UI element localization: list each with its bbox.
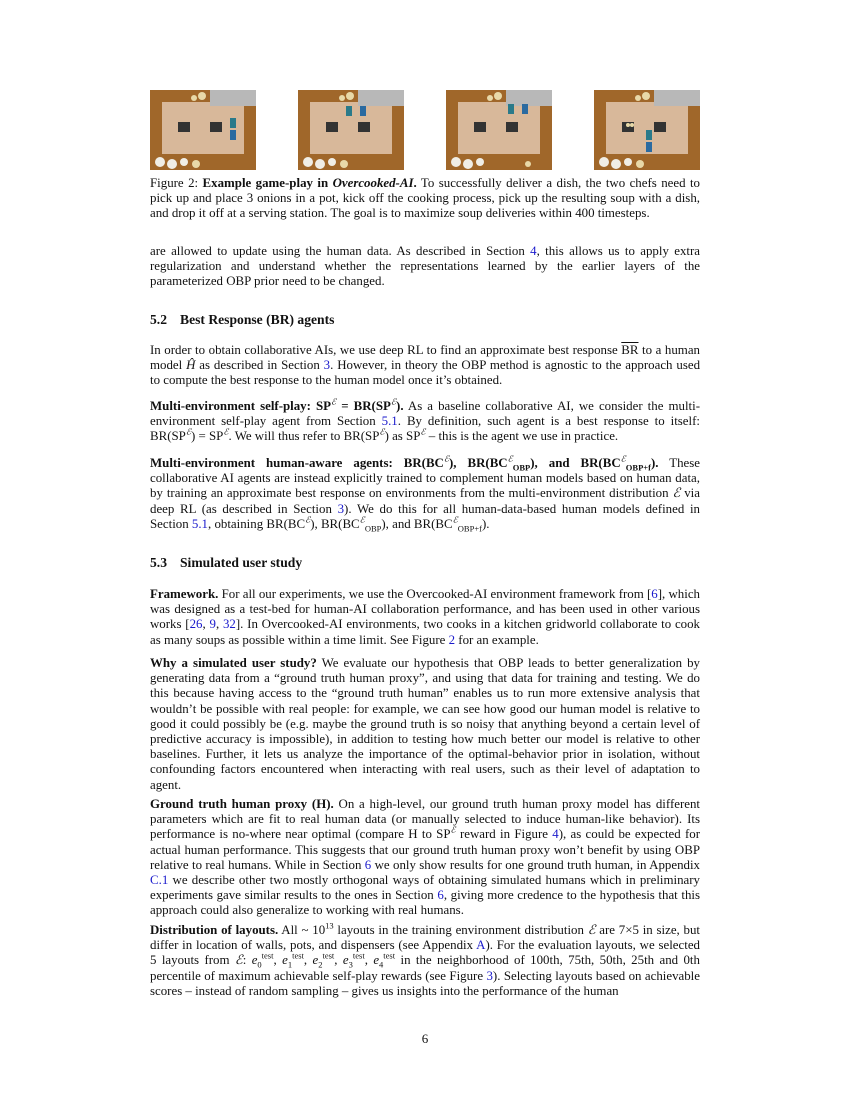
ref-link[interactable]: 5.1 xyxy=(191,516,209,531)
text-span: ). For the evaluation layouts, we selected 5 layouts from xyxy=(150,938,700,968)
paragraph-why-simulated xyxy=(150,656,700,793)
caption-bold: Example game-play in xyxy=(202,176,333,190)
paragraph-human-aware: Multi-environment human-aware agents: $BR(BC^ℰ)$, $BR(BC^ℰ_{OBP})$, and $BR(BC^ℰ_{OBP+f})$. These collaborative AI agents are instead explicitly trained to complement human models based on human data, by training an approximate best response on environments from the multi-environment distribution ℰ via deep RL (as described in Section 3). We do this for all human-data-based human models defined in Section 5.1, obtaining $BR(BC^ℰ)$, $BR(BC^ℰ_{OBP})$, and $BR(BC^ℰ_{OBP+f})$. xyxy=(150,453,700,534)
text-span: For all our experiments, we use the Overcooked-AI environment framework from [ xyxy=(218,587,652,601)
figure-2-caption xyxy=(150,176,700,222)
game-frame-4 xyxy=(594,90,700,170)
text-span: ], which was designed as a test-bed for human-AI collaboration performance, and has been used in other various works [ xyxy=(150,587,700,632)
text-span: , giving more credence to the hypothesis that this approach could also generalize to working with real humans. xyxy=(150,888,700,918)
bold-run: ). xyxy=(396,399,404,413)
text-span: ]. In Overcooked-AI environments, two cooks in a kitchen gridworld collaborate to cook as many soups as possible within a time limit. See Figure xyxy=(150,617,701,647)
text-span: , obtaining BR(BC xyxy=(208,516,306,531)
section-number: 5.2 xyxy=(150,312,167,327)
ref-link[interactable]: 5.1 xyxy=(381,414,398,429)
text-span: are allowed to update using the human data. As described in Section xyxy=(150,244,531,258)
text-span: . However, in theory the OBP method is agnostic to the approach used to compute the best response to the human model once it’s obtained. xyxy=(150,358,701,388)
text-span: in the neighborhood of 100th, 75th, 50th, 25th and 0th percentile of maximum achievable self-play rewards (see Figure xyxy=(150,953,700,983)
text-span: In order to obtain collaborative AIs, we use deep RL to find an approximate best response xyxy=(150,343,622,357)
text-span: as described in Section xyxy=(195,358,324,373)
section-heading-5-3 xyxy=(150,555,302,571)
text-span: ). xyxy=(481,516,490,531)
text-span: These collaborative AI agents are instead explicitly trained to complement human models based on human data, by training an approximate best response on environments from the multi-environment distribution xyxy=(150,456,700,501)
subscript: OBP xyxy=(512,462,531,473)
citation-link[interactable]: 32 xyxy=(222,617,236,632)
section-number: 5.3 xyxy=(150,555,167,570)
bold-run: Multi-environment human-aware agents: BR(BC xyxy=(150,456,444,470)
exponent: 13 xyxy=(325,920,334,931)
bold-run: Framework. xyxy=(150,587,219,601)
text-span: . By definition, such agent is a best response to itself: BR(SP xyxy=(150,414,700,444)
game-frame-2 xyxy=(298,90,404,170)
subscript: OBP+f xyxy=(625,462,651,473)
bold-run: ), BR(BC xyxy=(449,456,508,470)
paragraph-br xyxy=(150,343,700,389)
citation-link[interactable]: 6 xyxy=(651,587,658,601)
text-span: reward in Figure xyxy=(455,827,553,842)
section-heading-5-2 xyxy=(150,312,334,328)
bold-run: = BR(SP xyxy=(336,399,391,413)
paragraph-self-play: Multi-environment self-play: $SP^ℰ = BR(SP^ℰ)$. As a baseline collaborative AI, we consider the multi-environment self-play agent from Section 5.1. By definition, such agent is a best response to itself: $BR(SP^ℰ) = SP^ℰ$. We will thus refer to $BR(SP^ℰ)$ as $SP^ℰ$ – this is the agent we use in practice. xyxy=(150,396,700,444)
text-span: ) = SP xyxy=(190,429,224,444)
text-span: for an example. xyxy=(455,632,539,647)
bold-run: Ground truth human proxy (H). xyxy=(150,797,334,811)
appendix-link[interactable]: C.1 xyxy=(150,873,169,888)
appendix-link[interactable]: A xyxy=(476,938,486,953)
caption-bold-end: . xyxy=(413,176,417,190)
citation-link[interactable]: 9 xyxy=(209,617,216,632)
bold-run: ). xyxy=(650,456,659,470)
bold-run: Why a simulated user study? xyxy=(150,656,317,670)
game-frame-3 xyxy=(446,90,552,170)
game-frame-1 xyxy=(150,90,256,170)
figure-2-frames xyxy=(150,90,700,170)
text-span: ), as could be expected for actual human performance. This suggests that our ground truth human proxy won’t benefit by using OBP relative to real humans. While in Section xyxy=(150,827,700,872)
text-span: – this is the agent we use in practice. xyxy=(425,429,619,444)
caption-text: To successfully deliver a dish, the two chefs need to pick up and place 3 onions in a pot, kick off the cooking process, pick up the resulting soup with a dish, and drop it off at a serving station. The goal is to maximize soup deliveries within 400 timesteps. xyxy=(150,176,700,221)
bold-run: Distribution of layouts. xyxy=(150,923,279,937)
figure-link[interactable]: 4 xyxy=(552,827,559,842)
text-span: via deep RL (as described in Section xyxy=(150,486,700,516)
paragraph-ground-truth: Ground truth human proxy (H). On a high-level, our ground truth human proxy model has different parameters which are fit to real human data (or manually selected to induce human-like behavior). Its performance is no-where near optimal (compare H to $SP^ℰ$ reward in Figure 4), as could be expected for actual human performance. This suggests that our ground truth human proxy won’t benefit by using OBP relative to real humans. While in Section 6 we only show results for one ground truth human, in Appendix C.1 we describe other two mostly orthogonal ways of obtaining simulated humans which in preliminary experiments gave similar results to the ones in Section 6, giving more credence to the hypothesis that this approach could also generalize to working with real humans. xyxy=(150,797,700,918)
caption-bold-italic: Overcooked-AI xyxy=(332,176,414,190)
text-span: We evaluate our hypothesis that OBP leads to better generalization by generating data from a “ground truth human proxy”, and using that data for training and testing. We do this because having access to the “ground truth human” enables us to run more extensive analysis that wouldn’t be possible with real people: for example, we can see how good our human model is relative to good it could possibly be (e.g. maybe the ground truth is so noisy that anything beyond a certain level of predictive accuracy is impossible), in addition to testing how much better our model is relative to other baselines. Further, it lets us analyze the importance of the optimal-behavior prior in isolation, without confounding factors encountered when interacting with real users, such as their level of adaptation to agent. xyxy=(150,656,700,792)
math-br: $\overline{BR}$ xyxy=(621,343,639,357)
text-span: we describe other two mostly orthogonal ways of obtaining simulated humans which in preliminary experiments gave similar results to the ones in Section xyxy=(150,873,700,903)
text-span: are 7×5 in size, but differ in location of walls, pots, and dispensers (see Appendix xyxy=(150,923,700,953)
section-link[interactable]: 6 xyxy=(364,857,372,872)
math-h: Ĥ xyxy=(186,358,196,373)
text-span: , this allows us to apply extra regularization and understand whether the representations learned by the earlier layers of the parameterized OBP prior need to be changed. xyxy=(150,244,700,289)
text-span: : xyxy=(242,953,252,968)
text-span: ) as SP xyxy=(384,429,421,444)
page-number: 6 xyxy=(421,1031,429,1046)
paragraph-intro xyxy=(150,244,700,290)
text-span: ). We do this for all human-data-based human models defined in Section xyxy=(150,501,700,531)
section-link[interactable]: 6 xyxy=(437,888,444,903)
text-span: layouts in the training environment distribution xyxy=(333,923,588,937)
text-span: . We will thus refer to BR(SP xyxy=(228,429,380,444)
text-span: we only show results for one ground truth human, in Appendix xyxy=(371,857,700,872)
text-span: to a human model xyxy=(150,343,700,373)
ref-link[interactable]: 3 xyxy=(337,501,345,516)
text-span: ), and BR(BC xyxy=(381,516,453,531)
text-span: ), BR(BC xyxy=(310,516,360,531)
text-span: All ~ 10 xyxy=(278,923,326,937)
paragraph-framework: Framework. For all our experiments, we use the Overcooked-AI environment framework from [6], which was designed as a test-bed for human-AI collaboration performance, and has been used in other various works [26, 9, 32]. In Overcooked-AI environments, two cooks in a kitchen gridworld collaborate to cook as many soups as possible within a time limit. See Figure 2 for an example. xyxy=(150,587,701,647)
bold-run: Multi-environment self-play: SP xyxy=(150,399,332,413)
ref-link[interactable]: 4 xyxy=(530,244,537,258)
figure-link[interactable]: 2 xyxy=(448,632,456,647)
text-span: On a high-level, our ground truth human proxy model has different parameters which are fit to real human data (or manually selected to induce human-like behavior). Its performance is no-where near optimal (compare H to SP xyxy=(150,797,700,842)
paragraph-layouts: Distribution of layouts. All ~ $10^{13}$ layouts in the training environment distribution ℰ are 7×5 in size, but differ in location of walls, pots, and dispensers (see Appendix A). For the evaluation layouts, we selected 5 layouts from ℰ: $e_0^{test}$, $e_1^{test}$, $e_2^{test}$, $e_3^{test}$, $e_4^{test}$ in the neighborhood of 100th, 75th, 50th, 25th and 0th percentile of maximum achievable self-play rewards (see Figure 3). Selecting layouts based on achievable scores – instead of random sampling – gives us insights into the performance of the human xyxy=(150,920,700,998)
caption-label: Figure 2: xyxy=(150,176,199,190)
text-span: As a baseline collaborative AI, we consider the multi-environment self-play agent from Section xyxy=(150,399,700,429)
bold-run: ), and BR(BC xyxy=(530,456,621,470)
ref-link[interactable]: 3 xyxy=(323,358,331,373)
text-span: ). Selecting layouts based on achievable scores – instead of random sampling – gives us insights into the performance of the human xyxy=(150,968,700,998)
figure-link[interactable]: 3 xyxy=(486,968,493,983)
section-title: Best Response (BR) agents xyxy=(180,312,335,327)
citation-link[interactable]: 26 xyxy=(189,617,203,632)
section-title: Simulated user study xyxy=(180,555,303,570)
